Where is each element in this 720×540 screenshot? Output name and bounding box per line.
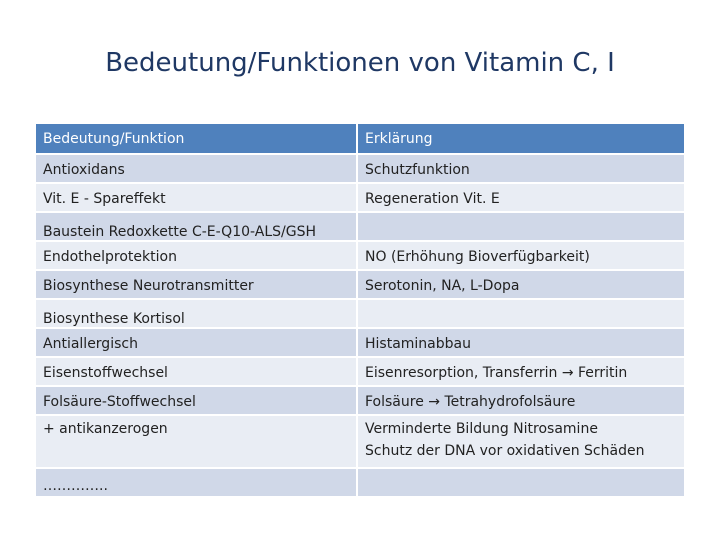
cell-explanation: Histaminabbau <box>358 329 684 358</box>
cell-explanation-line-2: Schutz der DNA vor oxidativen Schäden <box>365 443 645 459</box>
table-row <box>36 242 684 271</box>
cell-explanation: Regeneration Vit. E <box>358 184 684 213</box>
table-row <box>36 416 684 469</box>
cell-explanation <box>358 416 684 469</box>
cell-explanation <box>358 300 684 329</box>
header-cell-function: Bedeutung/Funktion <box>36 124 358 155</box>
cell-explanation-line-1: Verminderte Bildung Nitrosamine <box>365 421 598 437</box>
cell-function: Antioxidans <box>36 155 358 184</box>
cell-function: Vit. E - Spareffekt <box>36 184 358 213</box>
table-row <box>36 184 684 213</box>
slide-title: Bedeutung/Funktionen von Vitamin C, I <box>105 48 615 78</box>
cell-function: Endothelprotektion <box>36 242 358 271</box>
cell-function: Biosynthese Neurotransmitter <box>36 271 358 300</box>
cell-explanation: Serotonin, NA, L-Dopa <box>358 271 684 300</box>
table-row <box>36 213 684 242</box>
cell-function: + antikanzerogen <box>36 416 358 469</box>
vitamin-c-table <box>36 124 684 498</box>
table-row <box>36 329 684 358</box>
cell-explanation: NO (Erhöhung Bioverfügbarkeit) <box>358 242 684 271</box>
cell-function: ………….. <box>36 469 358 498</box>
table-header-row <box>36 124 684 155</box>
table-row <box>36 271 684 300</box>
cell-function: Folsäure-Stoffwechsel <box>36 387 358 416</box>
table-row <box>36 300 684 329</box>
cell-function: Eisenstoffwechsel <box>36 358 358 387</box>
table-row <box>36 155 684 184</box>
cell-explanation: Eisenresorption, Transferrin → Ferritin <box>358 358 684 387</box>
table-row <box>36 358 684 387</box>
table-row <box>36 387 684 416</box>
table-row <box>36 469 684 498</box>
cell-explanation <box>358 213 684 242</box>
cell-explanation: Folsäure → Tetrahydrofolsäure <box>358 387 684 416</box>
cell-function: Biosynthese Kortisol <box>36 300 358 329</box>
header-cell-explanation: Erklärung <box>358 124 684 155</box>
cell-function: Antiallergisch <box>36 329 358 358</box>
cell-function: Baustein Redoxkette C-E-Q10-ALS/GSH <box>36 213 358 242</box>
cell-explanation: Schutzfunktion <box>358 155 684 184</box>
cell-explanation <box>358 469 684 498</box>
